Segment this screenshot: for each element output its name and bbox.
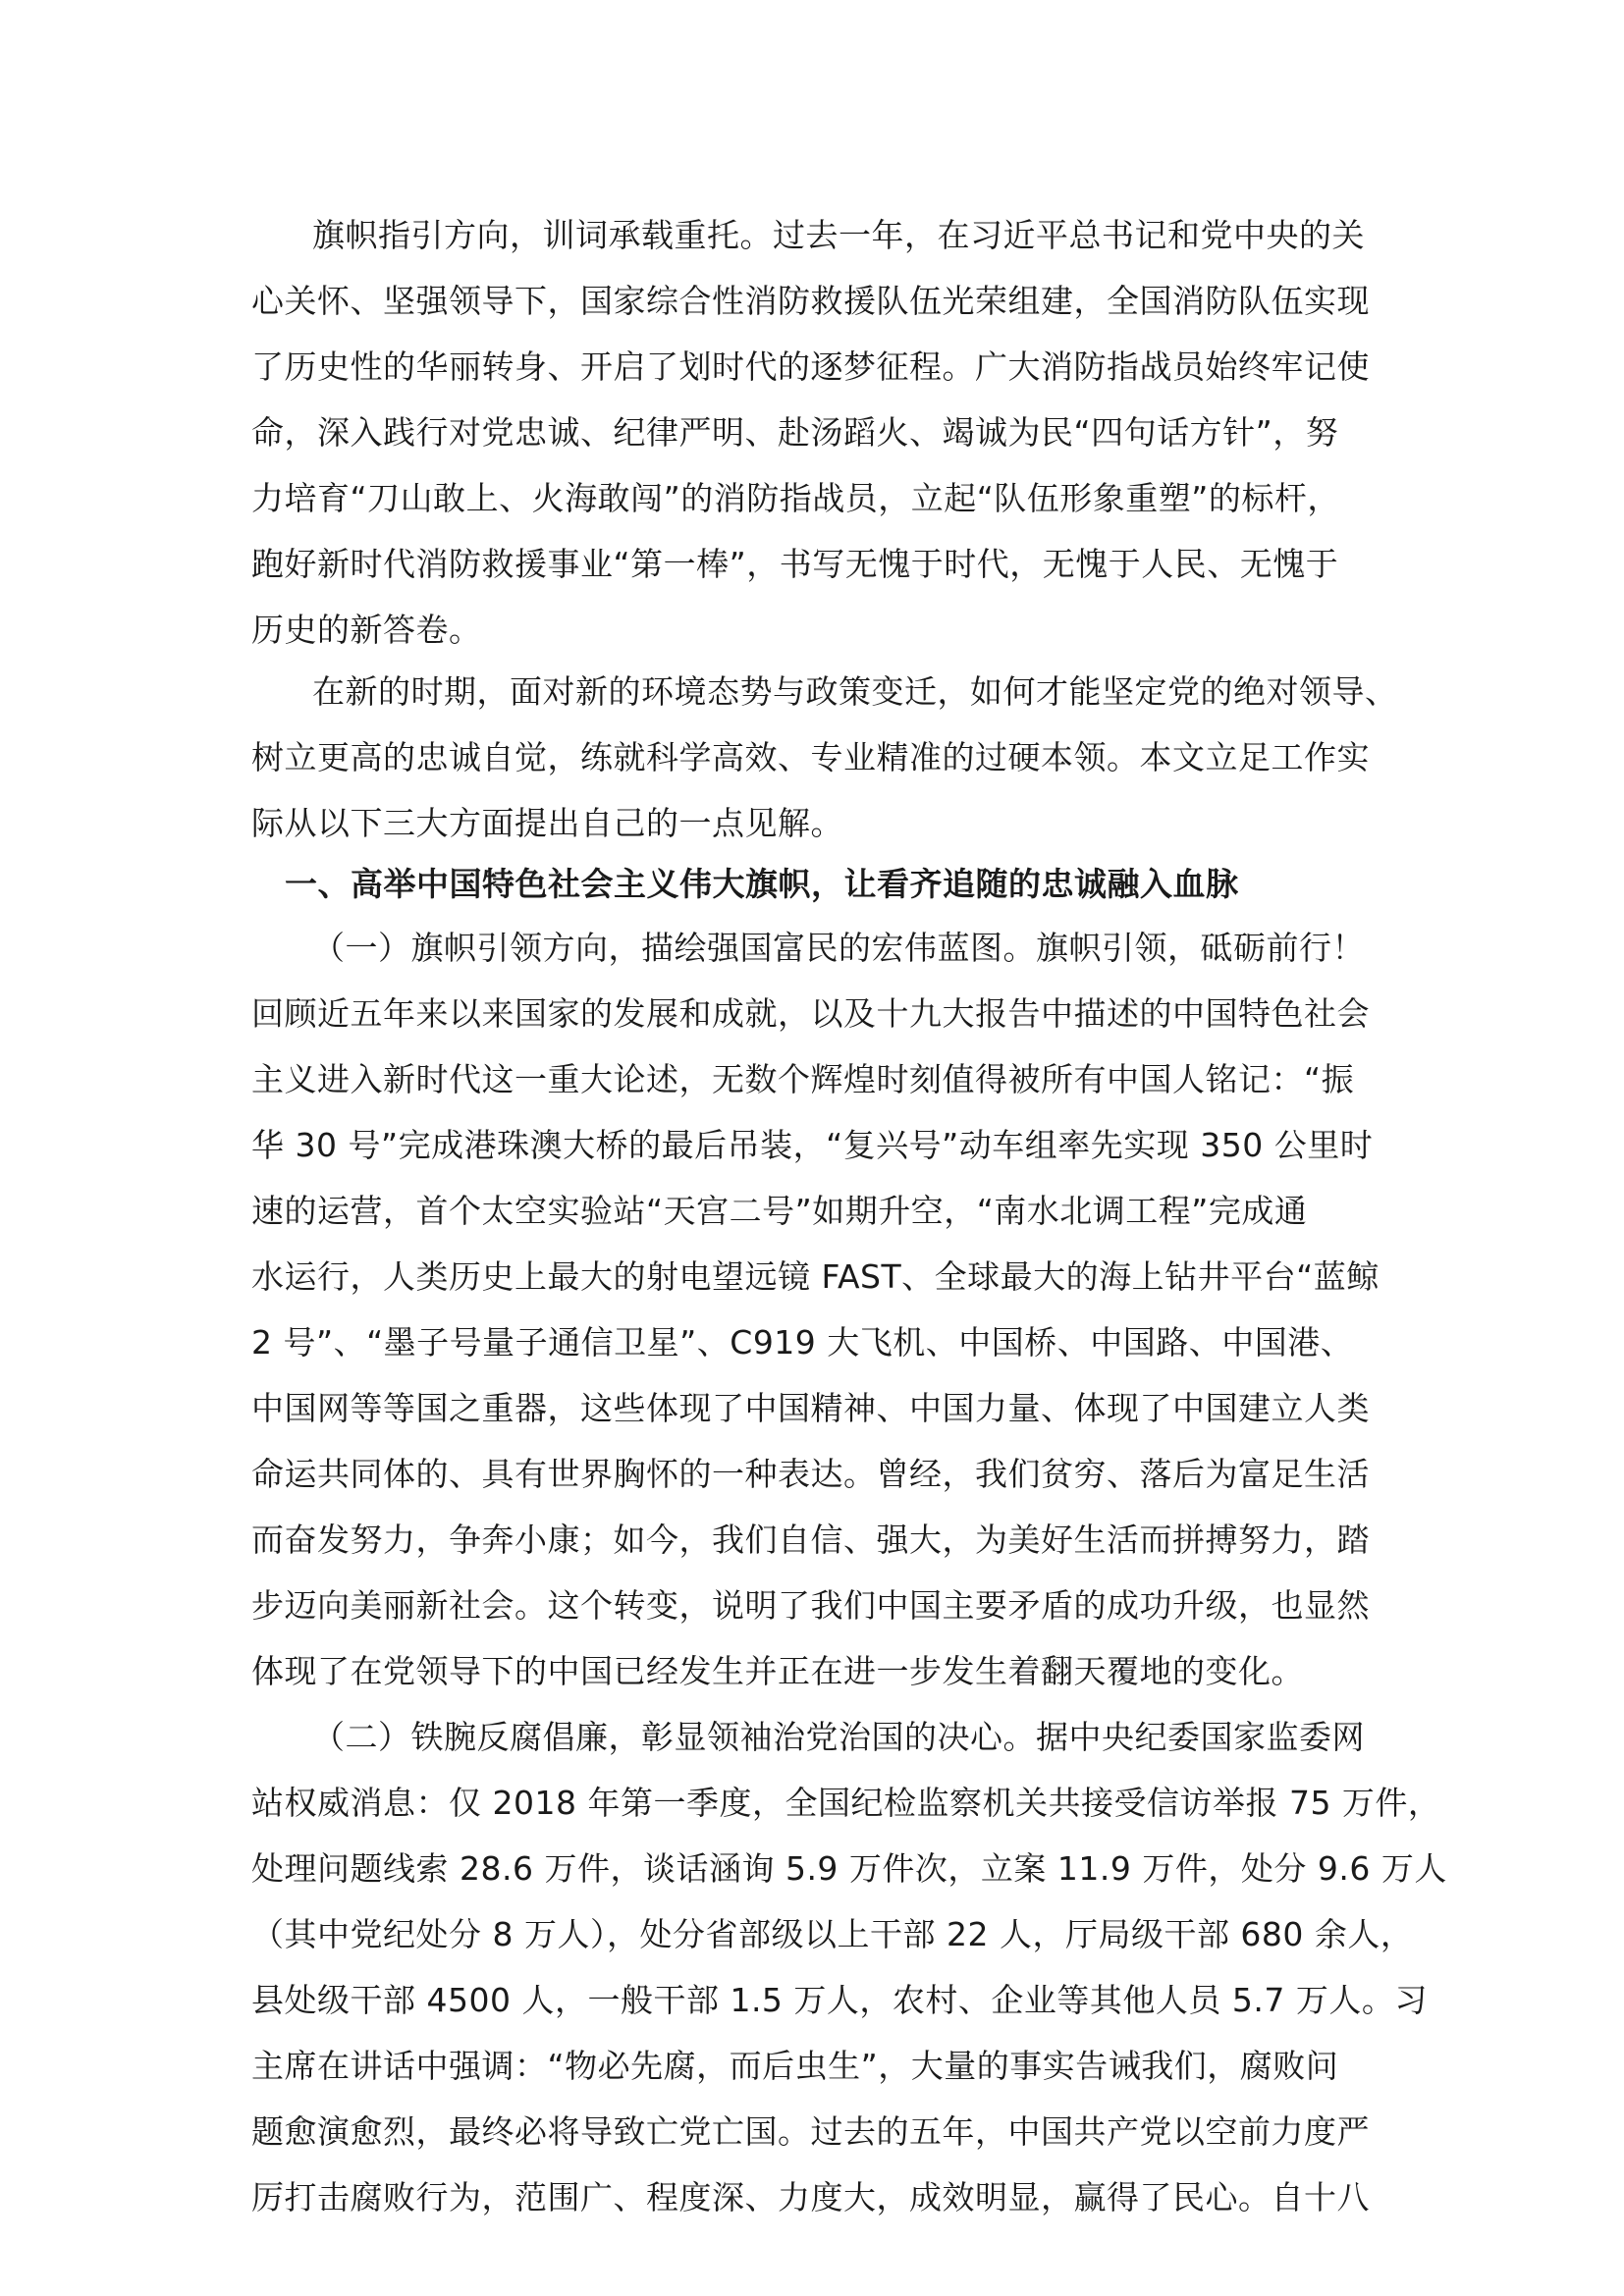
- paragraph-3-line-6: 水运行，人类历史上最大的射电望远镜 FAST、全球最大的海上钻井平台“蓝鲸: [251, 1257, 1380, 1296]
- paragraph-3-line-9: 命运共同体的、具有世界胸怀的一种表达。曾经，我们贫穷、落后为富足生活: [251, 1455, 1370, 1493]
- paragraph-4-line-8: 厉打击腐败行为，范围广、程度深、力度大，成效明显，赢得了民心。自十八: [251, 2178, 1370, 2216]
- paragraph-1-line-6: 跑好新时代消防救援事业“第一棒”，书写无愧于时代，无愧于人民、无愧于: [251, 545, 1339, 583]
- paragraph-4-line-2: 站权威消息：仅 2018 年第一季度，全国纪检监察机关共接受信访举报 75 万件，: [251, 1784, 1441, 1822]
- paragraph-3-line-7: 2 号”、“墨子号量子通信卫星”、C919 大飞机、中国桥、中国路、中国港、: [251, 1323, 1354, 1362]
- paragraph-2-line-3: 际从以下三大方面提出自己的一点见解。: [251, 804, 843, 842]
- paragraph-1-line-1: 旗帜指引方向，训词承载重托。过去一年，在习近平总书记和党中央的关: [312, 216, 1365, 254]
- paragraph-3-line-12: 体现了在党领导下的中国已经发生并正在进一步发生着翻天覆地的变化。: [251, 1652, 1304, 1690]
- paragraph-2-line-1: 在新的时期，面对新的环境态势与政策变迁，如何才能坚定党的绝对领导、: [312, 672, 1398, 711]
- section-heading-1: 一、高举中国特色社会主义伟大旗帜，让看齐追随的忠诚融入血脉: [285, 865, 1239, 903]
- paragraph-1-line-5: 力培育“刀山敢上、火海敢闯”的消防指战员，立起“队伍形象重塑”的标杆，: [251, 479, 1340, 517]
- paragraph-3-line-3: 主义进入新时代这一重大论述，无数个辉煌时刻值得被所有中国人铭记：“振: [251, 1060, 1355, 1098]
- paragraph-3-line-11: 步迈向美丽新社会。这个转变，说明了我们中国主要矛盾的成功升级，也显然: [251, 1586, 1370, 1625]
- paragraph-4-line-3: 处理问题线索 28.6 万件，谈话涵询 5.9 万件次，立案 11.9 万件，处分 9.6 万人: [251, 1849, 1447, 1888]
- paragraph-3-line-2: 回顾近五年来以来国家的发展和成就，以及十九大报告中描述的中国特色社会: [251, 994, 1370, 1033]
- paragraph-4-line-6: 主席在讲话中强调：“物必先腐，而后虫生”，大量的事实告诫我们，腐败问: [251, 2047, 1339, 2085]
- paragraph-1-line-7: 历史的新答卷。: [251, 611, 482, 649]
- paragraph-3-line-1: （一）旗帜引领方向，描绘强国富民的宏伟蓝图。旗帜引领，砥砺前行！: [312, 929, 1365, 967]
- paragraph-3-line-4: 华 30 号”完成港珠澳大桥的最后吊装，“复兴号”动车组率先实现 350 公里时: [251, 1126, 1374, 1164]
- paragraph-1-line-3: 了历史性的华丽转身、开启了划时代的逐梦征程。广大消防指战员始终牢记使: [251, 347, 1370, 386]
- paragraph-3-line-8: 中国网等等国之重器，这些体现了中国精神、中国力量、体现了中国建立人类: [251, 1389, 1370, 1427]
- paragraph-4-line-7: 题愈演愈烈，最终必将导致亡党亡国。过去的五年，中国共产党以空前力度严: [251, 2112, 1370, 2151]
- paragraph-3-line-5: 速的运营，首个太空实验站“天宫二号”如期升空，“南水北调工程”完成通: [251, 1192, 1308, 1230]
- paragraph-2-line-2: 树立更高的忠诚自觉，练就科学高效、专业精准的过硬本领。本文立足工作实: [251, 738, 1370, 776]
- paragraph-1-line-2: 心关怀、坚强领导下，国家综合性消防救援队伍光荣组建，全国消防队伍实现: [251, 282, 1370, 320]
- paragraph-4-line-4: （其中党纪处分 8 万人），处分省部级以上干部 22 人，厅局级干部 680 余人，: [251, 1915, 1414, 1953]
- paragraph-4-line-5: 县处级干部 4500 人，一般干部 1.5 万人，农村、企业等其他人员 5.7 万人。习: [251, 1981, 1428, 2019]
- paragraph-3-line-10: 而奋发努力，争奔小康；如今，我们自信、强大，为美好生活而拼搏努力，踏: [251, 1521, 1370, 1559]
- paragraph-4-line-1: （二）铁腕反腐倡廉，彰显领袖治党治国的决心。据中央纪委国家监委网: [312, 1718, 1365, 1756]
- paragraph-1-line-4: 命，深入践行对党忠诚、纪律严明、赴汤蹈火、竭诚为民“四句话方针”，努: [251, 413, 1339, 452]
